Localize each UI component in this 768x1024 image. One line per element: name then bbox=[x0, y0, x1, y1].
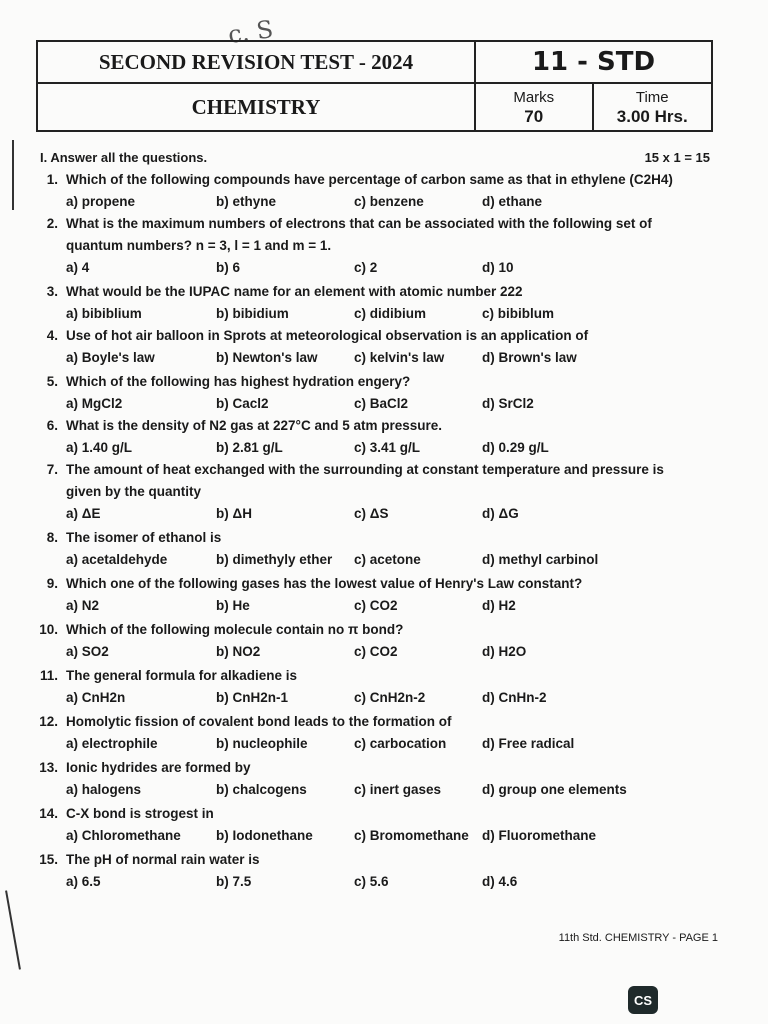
option-c: c) inert gases bbox=[354, 782, 442, 797]
question-text: C-X bond is strogest in bbox=[66, 806, 214, 821]
option-a: a) halogens bbox=[66, 782, 142, 797]
option-b: b) Iodonethane bbox=[216, 828, 313, 843]
option-a: a) acetaldehyde bbox=[66, 552, 168, 567]
option-c: c) benzene bbox=[354, 194, 424, 209]
margin-mark bbox=[12, 140, 14, 210]
marks-value: 70 bbox=[524, 107, 544, 126]
option-d: d) group one elements bbox=[482, 782, 627, 797]
option-c: c) CO2 bbox=[354, 644, 398, 659]
section-instruction: I. Answer all the questions. bbox=[40, 150, 208, 165]
question-number: 3. bbox=[46, 284, 58, 299]
margin-mark bbox=[5, 890, 21, 969]
question-number: 5. bbox=[46, 374, 58, 389]
question-text: quantum numbers? n = 3, l = 1 and m = 1. bbox=[66, 238, 332, 253]
option-c: c) kelvin's law bbox=[354, 350, 445, 365]
question-number: 2. bbox=[46, 216, 58, 231]
question-text: Which of the following compounds have percentage of carbon same as that in ethylene (C2H4) bbox=[66, 172, 673, 187]
camscanner-badge: CS bbox=[628, 986, 658, 1014]
question-number: 11. bbox=[39, 668, 58, 683]
question-number: 10. bbox=[39, 622, 58, 637]
option-c: c) ΔS bbox=[354, 506, 389, 521]
option-c: c) acetone bbox=[354, 552, 421, 567]
option-c: c) BaCl2 bbox=[354, 396, 409, 411]
question-text: Homolytic fission of covalent bond leads to the formation of bbox=[66, 714, 452, 729]
option-b: b) ΔH bbox=[216, 506, 252, 521]
option-a: a) 6.5 bbox=[66, 874, 101, 889]
question-number: 14. bbox=[39, 806, 58, 821]
option-a: a) 1.40 g/L bbox=[66, 440, 133, 455]
time-label: Time bbox=[635, 89, 669, 106]
option-b: b) 2.81 g/L bbox=[216, 440, 283, 455]
option-a: a) CnH2n bbox=[66, 690, 126, 705]
question-text: Which of the following has highest hydration engery? bbox=[66, 374, 411, 389]
option-d: d) H2 bbox=[482, 598, 516, 613]
option-d: d) 10 bbox=[482, 260, 514, 275]
option-b: b) CnH2n-1 bbox=[216, 690, 288, 705]
option-d: d) Brown's law bbox=[482, 350, 577, 365]
question-number: 7. bbox=[46, 462, 58, 477]
option-a: a) 4 bbox=[66, 260, 90, 275]
question-number: 13. bbox=[39, 760, 58, 775]
question-text: What would be the IUPAC name for an element with atomic number 222 bbox=[66, 284, 523, 299]
question-number: 15. bbox=[39, 852, 58, 867]
question-number: 1. bbox=[46, 172, 58, 187]
option-b: b) Cacl2 bbox=[216, 396, 269, 411]
question-number: 9. bbox=[46, 576, 58, 591]
option-c: c) 3.41 g/L bbox=[354, 440, 421, 455]
question-text: Use of hot air balloon in Sprots at meteorological observation is an application of bbox=[66, 328, 589, 343]
option-b: b) dimethyly ether bbox=[216, 552, 333, 567]
option-d: d) 0.29 g/L bbox=[482, 440, 549, 455]
question-text: Which of the following molecule contain no π bond? bbox=[66, 622, 404, 637]
question-number: 8. bbox=[46, 530, 58, 545]
option-a: a) ΔE bbox=[66, 506, 101, 521]
option-a: a) Chloromethane bbox=[66, 828, 181, 843]
subject-title: CHEMISTRY bbox=[38, 84, 476, 130]
question-number: 4. bbox=[46, 328, 58, 343]
test-title: SECOND REVISION TEST - 2024 bbox=[38, 42, 476, 84]
option-c: c) 5.6 bbox=[354, 874, 389, 889]
option-c: c) CnH2n-2 bbox=[354, 690, 426, 705]
section-marks: 15 x 1 = 15 bbox=[644, 150, 710, 165]
question-text: The isomer of ethanol is bbox=[66, 530, 222, 545]
option-b: b) ethyne bbox=[216, 194, 277, 209]
option-d: d) SrCl2 bbox=[482, 396, 534, 411]
option-a: a) bibiblium bbox=[66, 306, 142, 321]
option-b: b) 6 bbox=[216, 260, 241, 275]
option-a: a) propene bbox=[66, 194, 136, 209]
option-c: c) Bromomethane bbox=[354, 828, 469, 843]
option-b: b) 7.5 bbox=[216, 874, 252, 889]
option-d: d) ΔG bbox=[482, 506, 519, 521]
option-c: c) 2 bbox=[354, 260, 378, 275]
option-d: d) ethane bbox=[482, 194, 543, 209]
page-footer: 11th Std. CHEMISTRY - PAGE 1 bbox=[558, 932, 718, 944]
option-a: a) SO2 bbox=[66, 644, 109, 659]
question-text: What is the maximum numbers of electrons that can be associated with the following set of bbox=[66, 216, 652, 231]
question-text: Ionic hydrides are formed by bbox=[66, 760, 251, 775]
option-d: d) H2O bbox=[482, 644, 527, 659]
marks-time-block bbox=[476, 84, 711, 130]
option-d: c) bibiblum bbox=[482, 306, 554, 321]
option-d: d) 4.6 bbox=[482, 874, 518, 889]
question-text: The amount of heat exchanged with the surrounding at constant temperature and pressure is bbox=[66, 462, 664, 477]
question-number: 12. bbox=[39, 714, 58, 729]
marks-label: Marks bbox=[513, 89, 555, 106]
option-b: b) nucleophile bbox=[216, 736, 308, 751]
option-d: d) CnHn-2 bbox=[482, 690, 547, 705]
question-text: What is the density of N2 gas at 227°C and 5 atm pressure. bbox=[66, 418, 443, 433]
time-cell bbox=[594, 84, 712, 130]
question-number: 6. bbox=[46, 418, 58, 433]
option-a: a) Boyle's law bbox=[66, 350, 155, 365]
option-a: a) N2 bbox=[66, 598, 100, 613]
question-text: given by the quantity bbox=[66, 484, 202, 499]
option-c: c) carbocation bbox=[354, 736, 447, 751]
std-label: 11 - STD bbox=[476, 42, 711, 84]
question-text: The general formula for alkadiene is bbox=[66, 668, 298, 683]
option-b: b) bibidium bbox=[216, 306, 289, 321]
option-c: c) CO2 bbox=[354, 598, 398, 613]
marks-cell bbox=[476, 84, 594, 130]
question-text: The pH of normal rain water is bbox=[66, 852, 260, 867]
handwritten-scribble: c. S bbox=[226, 14, 275, 50]
time-value: 3.00 Hrs. bbox=[616, 107, 688, 126]
option-b: b) Newton's law bbox=[216, 350, 318, 365]
option-c: c) didibium bbox=[354, 306, 426, 321]
option-d: d) Free radical bbox=[482, 736, 575, 751]
option-d: d) methyl carbinol bbox=[482, 552, 599, 567]
option-b: b) NO2 bbox=[216, 644, 261, 659]
option-d: d) Fluoromethane bbox=[482, 828, 596, 843]
option-b: b) chalcogens bbox=[216, 782, 307, 797]
option-b: b) He bbox=[216, 598, 250, 613]
option-a: a) electrophile bbox=[66, 736, 158, 751]
question-text: Which one of the following gases has the lowest value of Henry's Law constant? bbox=[66, 576, 583, 591]
header-table bbox=[36, 40, 713, 132]
option-a: a) MgCl2 bbox=[66, 396, 123, 411]
